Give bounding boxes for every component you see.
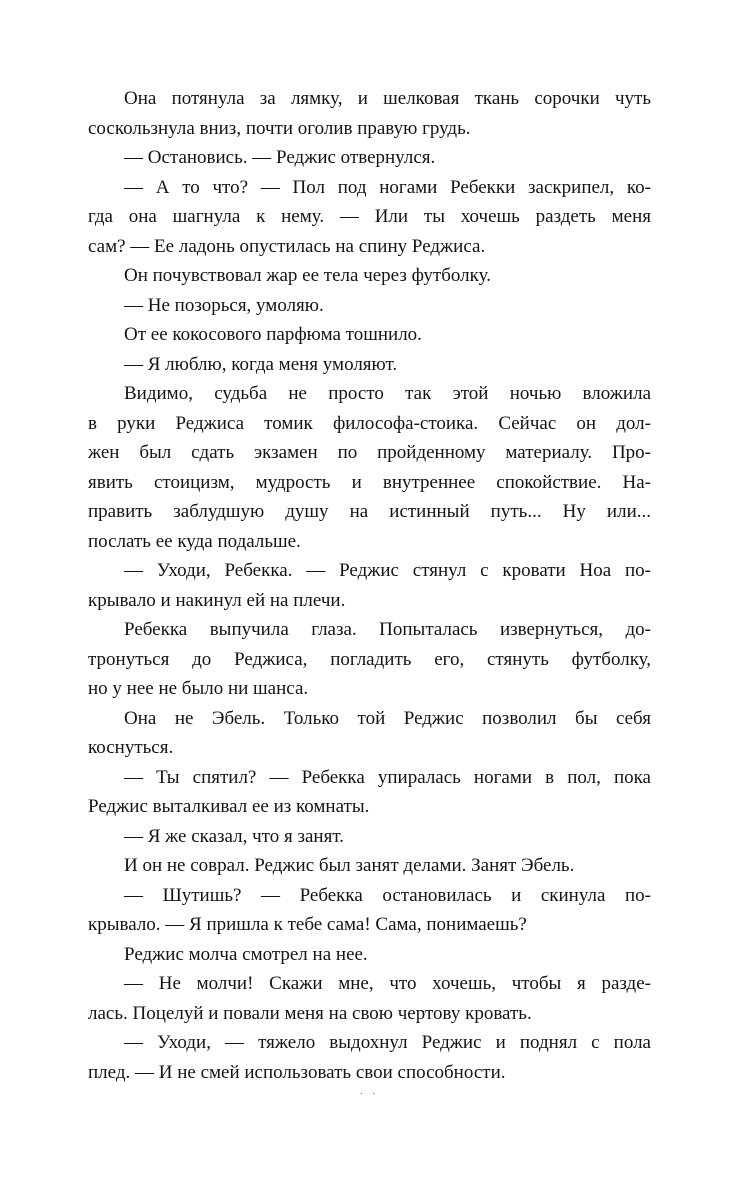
text-line: От ее кокосового парфюма тошнило. xyxy=(124,324,422,345)
text-line: — Ты спятил? — Ребекка упиралась ногами в пол, пока xyxy=(124,766,651,788)
text-line: — Я люблю, когда меня умоляют. xyxy=(124,353,398,375)
text-line: Она потянула за лямку, и шелковая ткань сорочки чуть xyxy=(124,88,651,109)
text-line: лась. Поцелуй и повали меня на свою чертову кровать. xyxy=(88,1002,532,1024)
text-line: Видимо, судьба не просто так этой ночью вложила xyxy=(124,383,651,404)
text-line: — Уходи, Ребекка. — Реджис стянул с кровати Ноа по- xyxy=(124,560,651,581)
text-line: — Не молчи! Скажи мне, что хочешь, чтобы я разде- xyxy=(124,973,651,994)
text-line: гда она шагнула к нему. — Или ты хочешь раздеть меня xyxy=(88,206,651,227)
text-line: — Остановись. — Реджис отвернулся. xyxy=(124,147,436,168)
page-footer-mark: · · xyxy=(359,1088,379,1100)
text-line: Реджис выталкивал ее из комнаты. xyxy=(88,796,370,817)
text-line: соскользнула вниз, почти оголив правую грудь. xyxy=(88,117,471,139)
text-line: в руки Реджиса томик философа-стоика. Сейчас он дол- xyxy=(88,412,651,434)
text-line: тронуться до Реджиса, погладить его, стянуть футболку, xyxy=(88,648,651,670)
text-line: — А то что? — Пол под ногами Ребекки заскрипел, ко- xyxy=(124,176,651,198)
text-line: Ребекка выпучила глаза. Попыталась извернуться, до- xyxy=(124,619,651,640)
text-line: коснуться. xyxy=(88,737,174,758)
text-line: крывало и накинул ей на плечи. xyxy=(88,589,346,611)
text-line: править заблудшую душу на истинный путь... Ну или... xyxy=(88,501,651,522)
text-block xyxy=(88,84,651,1087)
text-line: плед. — И не смей использовать свои способности. xyxy=(88,1061,506,1083)
text-line: послать ее куда подальше. xyxy=(88,530,301,552)
text-line: крывало. — Я пришла к тебе сама! Сама, понимаешь? xyxy=(88,914,527,935)
text-line: — Я же сказал, что я занят. xyxy=(124,825,344,847)
text-line: Он почувствовал жар ее тела через футболку. xyxy=(124,265,491,286)
text-line: явить стоицизм, мудрость и внутреннее спокойствие. На- xyxy=(88,471,651,493)
text-line: Реджис молча смотрел на нее. xyxy=(124,943,368,965)
text-line: — Шутишь? — Ребекка остановилась и скинула по- xyxy=(124,884,651,906)
text-line: И он не соврал. Реджис был занят делами. Занят Эбель. xyxy=(124,855,575,876)
text-line: — Не позорься, умоляю. xyxy=(124,294,324,316)
text-line: жен был сдать экзамен по пройденному материалу. Про- xyxy=(88,442,651,463)
text-line: Она не Эбель. Только той Реджис позволил бы себя xyxy=(124,707,651,729)
text-line: — Уходи, — тяжело выдохнул Реджис и поднял с пола xyxy=(124,1032,651,1053)
text-line: сам? — Ее ладонь опустилась на спину Реджиса. xyxy=(88,235,486,257)
text-line: но у нее не было ни шанса. xyxy=(88,678,309,699)
